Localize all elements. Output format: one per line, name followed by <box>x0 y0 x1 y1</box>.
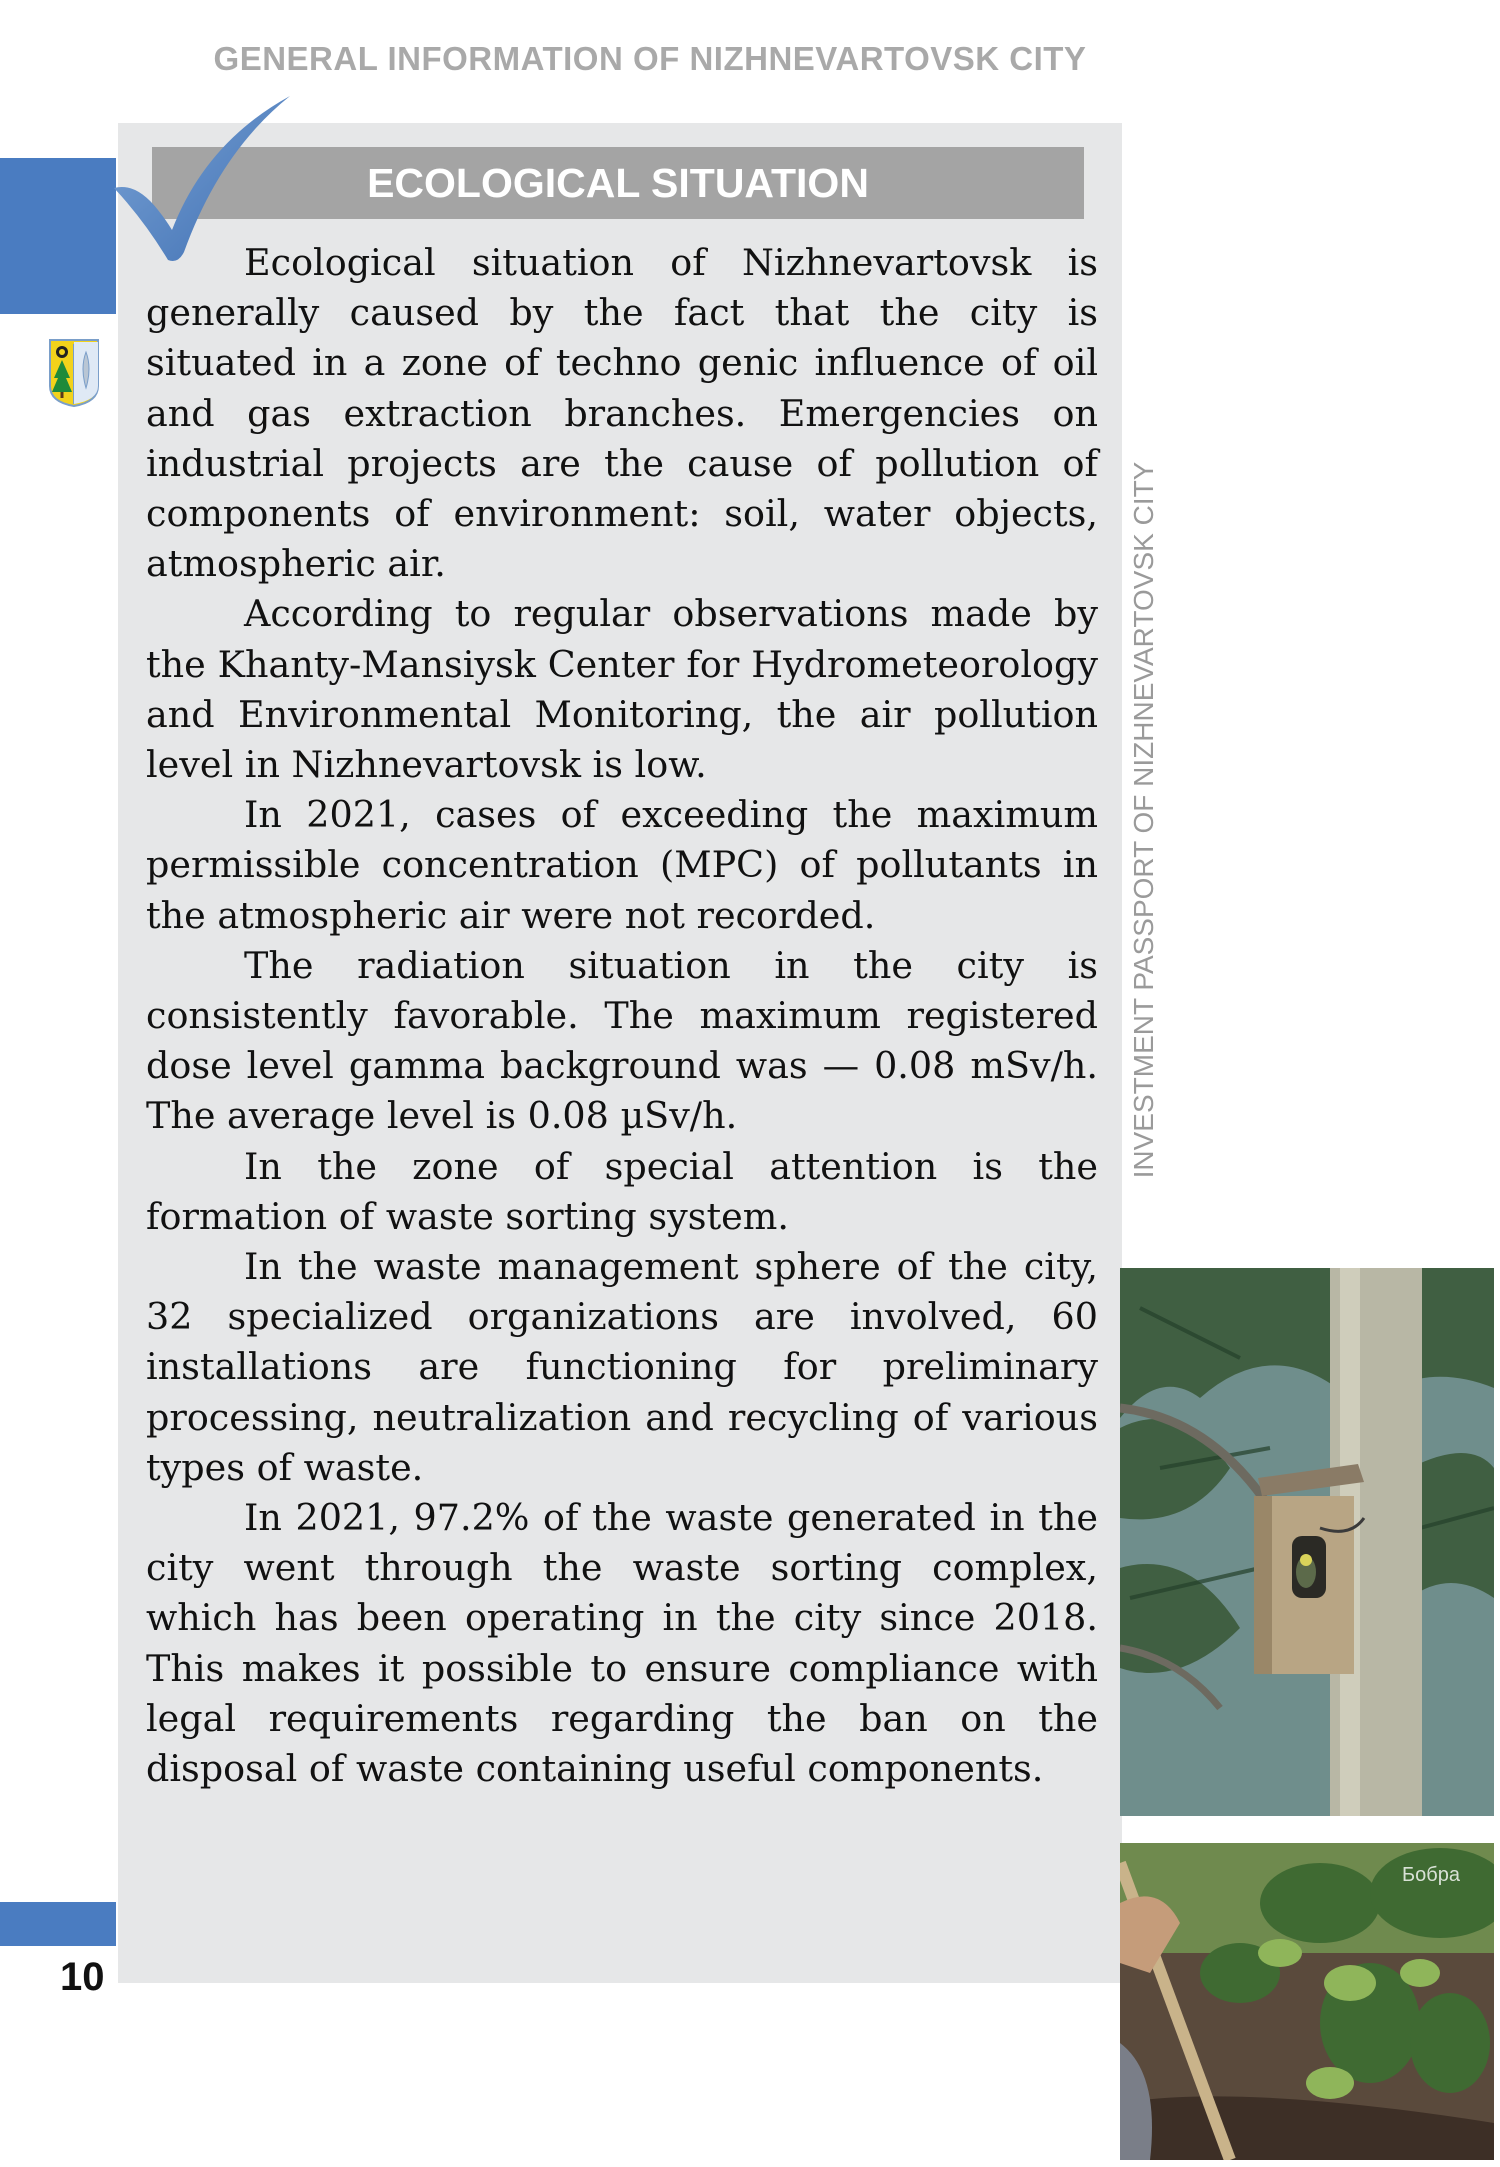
birdhouse-photo <box>1120 1268 1494 1816</box>
side-vertical-label: INVESTMENT PASSPORT OF NIZHNEVARTOVSK CITY <box>1128 461 1159 1179</box>
side-accent-bar-bottom <box>0 1902 116 1946</box>
paragraph: In the zone of special attention is the formation of waste sorting system. <box>146 1144 1098 1238</box>
paragraph: In the waste management sphere of the city, 32 specialized organizations are involved, 60 installations are functioning for preliminary processing, neutralization and recycling of various types of waste. <box>146 1245 1098 1489</box>
paragraph: In 2021, cases of exceeding the maximum permissible concentration (MPC) of pollutants in the atmospheric air were not recorded. <box>146 793 1098 937</box>
side-accent-bar-top <box>0 158 116 314</box>
planting-photo <box>1120 1843 1494 2160</box>
page-number: 10 <box>60 1955 105 1999</box>
photo-watermark: Бобра <box>1402 1864 1460 1886</box>
city-emblem-icon <box>48 338 100 408</box>
paragraph: Ecological situation of Nizhnevartovsk is generally caused by the fact that the city is situated in a zone of techno genic influence of oil and gas extraction branches. Emergencies on industrial projects are the cause of pollution of components of environment: soil, water objects, atmospheric air. <box>146 241 1098 586</box>
section-title: ECOLOGICAL SITUATION <box>152 147 1084 219</box>
paragraph: According to regular observations made by the Khanty-Mansiysk Center for Hydrometeorology and Environmental Monitoring, the air pollution level in Nizhnevartovsk is low. <box>146 592 1098 787</box>
paragraph: In 2021, 97.2% of the waste generated in the city went through the waste sorting complex, which has been operating in the city since 2018. This makes it possible to ensure compliance with legal requirements regarding the ban on the disposal of waste containing useful components. <box>146 1496 1098 1791</box>
paragraph: The radiation situation in the city is consistently favorable. The maximum registered dose level gamma background was — 0.08 mSv/h. The average level is 0.08 µSv/h. <box>146 943 1098 1138</box>
body-text <box>146 238 1098 1794</box>
page-header-title: GENERAL INFORMATION OF NIZHNEVARTOVSK CITY <box>213 40 1087 77</box>
